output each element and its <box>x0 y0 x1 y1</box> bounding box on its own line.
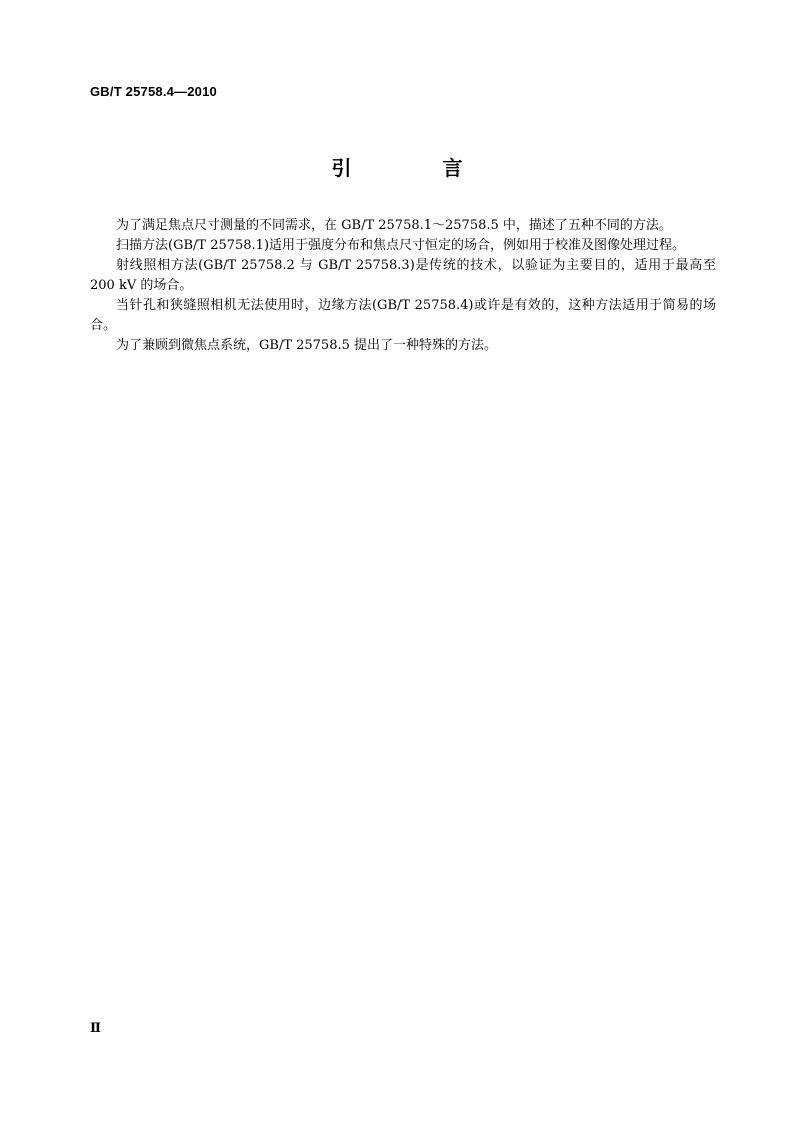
paragraph: 射线照相方法(GB/T 25758.2 与 GB/T 25758.3)是传统的技术，以验证为主要目的，适用于最高至 200 kV 的场合。 <box>90 258 716 293</box>
paragraph: 为了兼顾到微焦点系统，GB/T 25758.5 提出了一种特殊的方法。 <box>116 338 498 353</box>
page-title: 引 言 <box>331 156 505 180</box>
standard-code: GB/T 25758.4—2010 <box>90 84 217 99</box>
paragraph: 当针孔和狭缝照相机无法使用时，边缘方法(GB/T 25758.4)或许是有效的，这种方法适用于简易的场合。 <box>90 298 716 333</box>
introduction-body <box>90 216 716 356</box>
paragraph: 扫描方法(GB/T 25758.1)适用于强度分布和焦点尺寸恒定的场合，例如用于校准及图像处理过程。 <box>116 238 686 253</box>
paragraph: 为了满足焦点尺寸测量的不同需求，在 GB/T 25758.1～25758.5 中，描述了五种不同的方法。 <box>116 218 672 233</box>
page-number: Ⅱ <box>90 1020 101 1035</box>
